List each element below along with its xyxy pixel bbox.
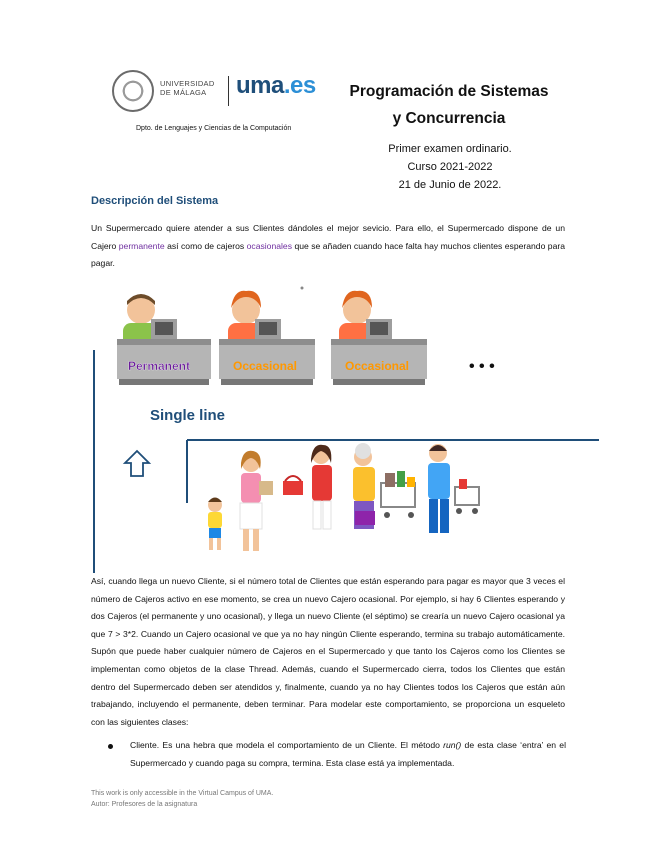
intro-text-1: Un Supermercado quiere atender a sus Clientes dándoles el mejor sevicio. Para ello, el Supermercado dispone de un Cajero (91, 223, 565, 251)
intro-highlight-permanent: permanente (118, 240, 165, 251)
section-heading: Descripción del Sistema (91, 195, 219, 207)
exam-info (355, 140, 545, 194)
university-name-line1: UNIVERSIDAD (160, 79, 215, 88)
uma-brand-suffix: .es (283, 72, 316, 99)
small-dot (301, 287, 304, 290)
customers-queue (208, 443, 479, 551)
intro-highlight-occasional: ocasionales (246, 240, 293, 251)
single-line-label: Single line (150, 407, 226, 424)
footer (91, 788, 273, 810)
intro-paragraph (91, 220, 565, 273)
exam-course: Curso 2021-2022 (407, 161, 493, 173)
supermarket-illustration (91, 283, 611, 573)
uma-brand-main: uma (236, 72, 284, 99)
counter-label-occasional-2: Occasional (344, 359, 410, 373)
logo-divider (228, 76, 229, 106)
intro-text-2: así como de cajeros (164, 240, 247, 251)
bullet-text (130, 737, 566, 772)
body-paragraph: Así, cuando llega un nuevo Cliente, si el número total de Clientes que están esperando para pagar es mayor que 3 veces el número de Cajeros activo en ese momento, se crea un nuevo Cajero ocasional. Por ejemplo, si hay 6 Clientes esperando y dos Cajeros (el permanente y uno ocasional), y llega un nuevo Cliente (el séptimo) se crearía un nuevo Cajero ocasional ya que 7 > 3*2. Cuando un Cajero ocasional ve que ya no hay ningún Cliente esperando, termina su trabajo automáticamente. Supón que puede haber cualquier número de Cajeros en el Supermercado y que tanto los Cajeros como los Clientes se implementan como objetos de la clase Thread. Además, cuando el Supermercado cierra, todos los Clientes que están dentro del Supermercado deben ser atendidos y, finalmente, cuando ya no hay Clientes todos los Cajeros que están aún trabajando, incluyendo el permanente, deben terminar. Para modelar este comportamiento, se proporciona un esqueleto con las siguientes clases: (91, 576, 565, 727)
title-line2: y Concurrencia (392, 110, 506, 127)
uma-brand (236, 72, 316, 100)
exam-type: Primer examen ordinario. (388, 143, 512, 155)
bullet-text-2: de esta clase ‘entra’ en el Supermercado y cuando paga su compra, termina. Esta clase está ya implementada. (130, 740, 566, 768)
bullet-text-1: Cliente. Es una hebra que modela el comportamiento de un Cliente. El método (130, 740, 444, 750)
footer-line1: This work is only accessible in the Virtual Campus of UMA. (91, 790, 274, 797)
intro-text-3: que se añaden cuando hace falta hay muchos clientes esperando para pagar. (91, 240, 565, 269)
footer-line2: Autor: Profesores de la asignatura (91, 801, 198, 808)
document-title (330, 78, 568, 132)
university-logo (112, 70, 322, 116)
exam-date: 21 de Junio de 2022. (398, 179, 502, 191)
more-counters-ellipsis: • • • (469, 358, 495, 375)
university-name (160, 79, 215, 97)
bullet-icon (108, 744, 113, 749)
university-seal-icon (112, 70, 154, 112)
counter-label-permanent: Permanent (127, 359, 191, 373)
counter-label-occasional-1: Occasional (232, 359, 298, 373)
bullet-method-name: run() (443, 740, 462, 750)
university-name-line2: DE MÁLAGA (160, 88, 207, 97)
up-arrow-icon (125, 451, 149, 476)
title-line1: Programación de Sistemas (349, 83, 549, 100)
department-name: Dpto. de Lenguajes y Ciencias de la Computación (136, 125, 292, 132)
